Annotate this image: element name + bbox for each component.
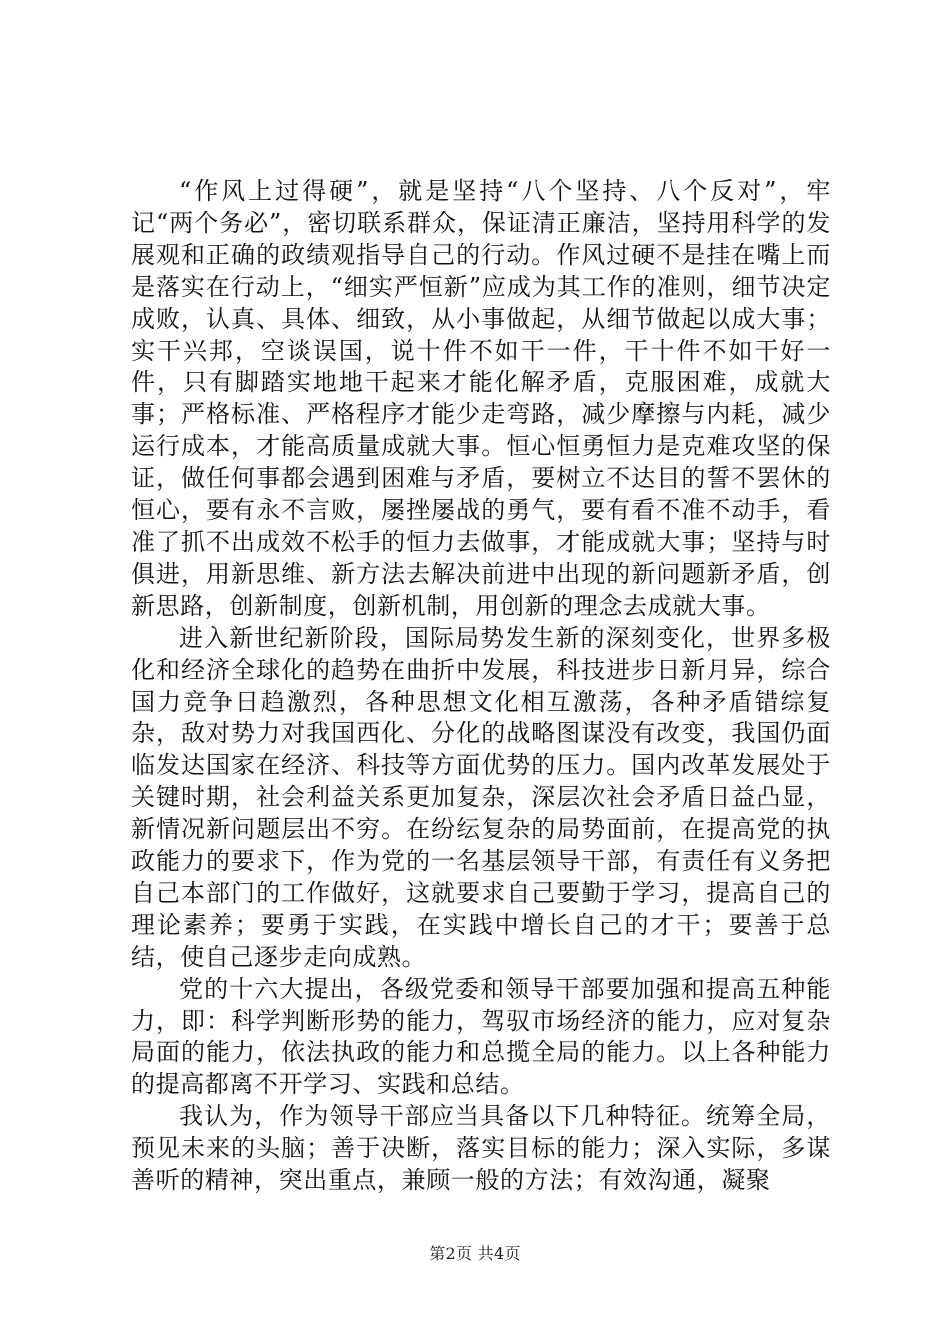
paragraph-4: 我认为，作为领导干部应当具备以下几种特征。统筹全局，预见未来的头脑；善于决断，落实目标的能力；深入实际，多谋善听的精神，突出重点，兼顾一般的方法；有效沟通，凝聚 <box>131 1102 831 1195</box>
page-footer: 第2页 共4页 <box>429 1244 521 1263</box>
paragraph-1: “作风上过得硬”，就是坚持“八个坚持、八个反对”，牢记“两个务必”，密切联系群众，保证清正廉洁，坚持用科学的发展观和正确的政绩观指导自己的行动。作风过硬不是挂在嘴上而是落实在行动上，“细实严恒新”应成为其工作的准则，细节决定成败，认真、具体、细致，从小事做起，从细节做起以成大事；实干兴邦，空谈误国，说十件不如干一件，干十件不如干好一件，只有脚踏实地地干起来才能化解矛盾，克服困难，成就大事；严格标准、严格程序才能少走弯路，减少摩擦与内耗，减少运行成本，才能高质量成就大事。恒心恒勇恒力是克难攻坚的保证，做任何事都会遇到困难与矛盾，要树立不达目的誓不罢休的恒心，要有永不言败，屡挫屡战的勇气，要有看不准不动手，看准了抓不出成效不松手的恒力去做事，才能成就大事；坚持与时俱进，用新思维、新方法去解决前进中出现的新问题新矛盾，创新思路，创新制度，创新机制，用创新的理念去成就大事。 <box>131 177 831 620</box>
paragraph-3: 党的十六大提出，各级党委和领导干部要加强和提高五种能力，即：科学判断形势的能力，驾驭市场经济的能力，应对复杂局面的能力，依法执政的能力和总揽全局的能力。以上各种能力的提高都离不开学习、实践和总结。 <box>131 974 831 1099</box>
document-body <box>131 176 831 1197</box>
paragraph-2: 进入新世纪新阶段，国际局势发生新的深刻变化，世界多极化和经济全球化的趋势在曲折中发展，科技进步日新月异，综合国力竞争日趋激烈，各种思想文化相互激荡，各种矛盾错综复杂，敌对势力对我国西化、分化的战略图谋没有改变，我国仍面临发达国家在经济、科技等方面优势的压力。国内改革发展处于关键时期，社会利益关系更加复杂，深层次社会矛盾日益凸显，新情况新问题层出不穷。在纷纭复杂的局势面前，在提高党的执政能力的要求下，作为党的一名基层领导干部，有责任有义务把自己本部门的工作做好，这就要求自己要勤于学习，提高自己的理论素养；要勇于实践，在实践中增长自己的才干；要善于总结，使自己逐步走向成熟。 <box>131 623 831 971</box>
